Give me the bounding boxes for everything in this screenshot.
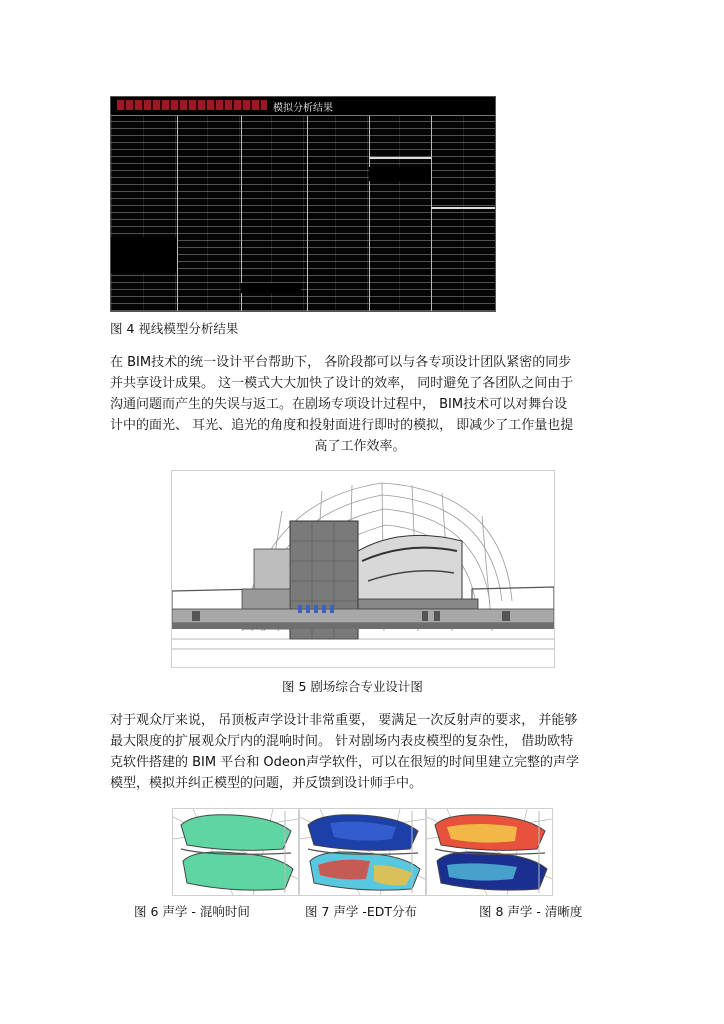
spreadsheet-header bbox=[111, 97, 495, 116]
paragraph-1 bbox=[110, 352, 610, 457]
figure-8-caption: 图 8 声学 - 清晰度 bbox=[479, 904, 583, 919]
paragraph-line: 高了工作效率。 bbox=[314, 439, 406, 454]
paragraph-2 bbox=[110, 710, 610, 794]
grid-column-divider bbox=[241, 116, 242, 311]
paragraph-line: 计中的面光、 耳光、追光的角度和投射面进行即时的模拟， 即减少了工作量也提 bbox=[110, 418, 574, 433]
paragraph-line: 克软件搭建的 BIM 平台和 Odeon声学软件，可以在很短的时间里建立完整的声学 bbox=[110, 755, 580, 770]
figure-5-caption: 图 5 剧场综合专业设计图 bbox=[282, 679, 423, 694]
empty-block bbox=[111, 237, 177, 273]
empty-block bbox=[241, 283, 301, 293]
paragraph-line: 对于观众厅来说， 吊顶板声学设计非常重要， 要满足一次反射声的要求， 并能够 bbox=[110, 713, 578, 728]
paragraph-line: 并共享设计成果。 这一模式大大加快了设计的效率， 同时避免了各团队之间由于 bbox=[110, 376, 574, 391]
theatre-section-drawing bbox=[172, 471, 554, 667]
spreadsheet-title: 模拟分析结果 bbox=[273, 103, 333, 114]
spreadsheet-grid bbox=[111, 116, 495, 311]
figure-4-caption: 图 4 视线模型分析结果 bbox=[110, 321, 239, 336]
figure-5-image bbox=[171, 470, 555, 668]
figure-7-image bbox=[299, 808, 426, 896]
figure-6-image bbox=[172, 808, 299, 896]
empty-block bbox=[369, 167, 431, 181]
paragraph-line: 在 BIM技术的统一设计平台帮助下， 各阶段都可以与各专项设计团队紧密的同步 bbox=[110, 355, 572, 370]
clarity-map bbox=[427, 809, 552, 895]
grid-column-divider bbox=[431, 116, 432, 311]
paragraph-line: 沟通问题而产生的失误与返工。在剧场专项设计过程中， BIM技术可以对舞台设 bbox=[110, 397, 568, 412]
figure-8-image bbox=[426, 808, 553, 896]
highlight-row bbox=[431, 207, 495, 209]
header-red-label bbox=[117, 100, 267, 110]
grid-column-divider bbox=[307, 116, 308, 311]
figure-4-image bbox=[110, 96, 496, 312]
highlight-row bbox=[369, 157, 431, 159]
grid-column-divider bbox=[369, 116, 370, 311]
figure-7-caption: 图 7 声学 -EDT分布 bbox=[305, 904, 418, 919]
paragraph-line: 模型，模拟并纠正模型的问题，并反馈到设计师手中。 bbox=[110, 776, 423, 791]
reverberation-time-map bbox=[173, 809, 298, 895]
edt-distribution-map bbox=[300, 809, 425, 895]
figure-6-caption: 图 6 声学 - 混响时间 bbox=[134, 904, 250, 919]
grid-column-divider bbox=[177, 116, 178, 311]
paragraph-line: 最大限度的扩展观众厅内的混响时间。 针对剧场内表皮模型的复杂性， 借助欧特 bbox=[110, 734, 574, 749]
